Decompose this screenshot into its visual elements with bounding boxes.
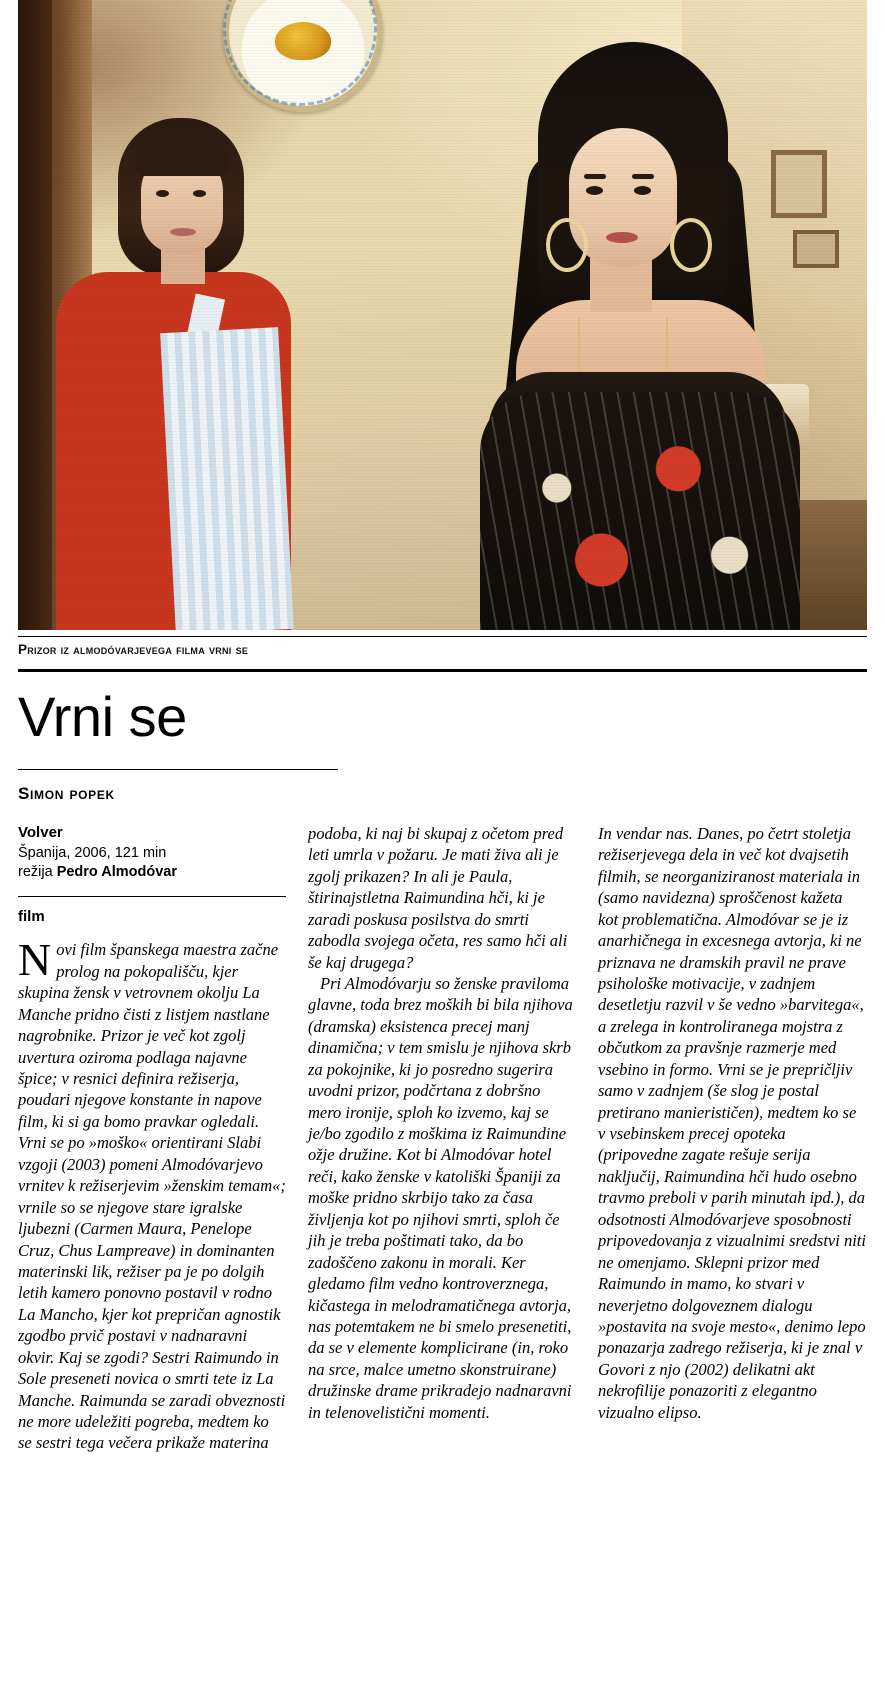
paragraph: In vendar nas. Danes, po četrt stoletja režiserjevega dela in več kot dvajsetih filmih, se neorganiziranost materiala in (samo navidezna) sproščenost kažeta kot problematična. Almodóvar se je iz anarhičnega in excesnega avtorja, ki ne priznava ne dramskih pravil ne prave psihološke motivacije, v zadnjem desetletju razvil v še vedno »barvitega«, a zrelega in kontroliranega mojstra z občutkom za pravšnje razmerje med vsebino in formo. Vrni se je prepričljiv samo v zadnjem (še slog je postal pretirano manierističen), medtem ko se v vsebinskem precej opoteka (pripovedne zagate rešuje serija naključij, Raimundina hči hudo osebno travmo preboli v parih minutah ipd.), da odsotnosti Almodóvarjeve sposobnosti pripovedovanja z vizualnimi sredstvi niti ne omenjamo. Sklepni prizor med Raimundo in mamo, ko stvari v neverjetno dolgoveznem dialogu »postavita na svoje mesto«, denimo lepo ponazarja zadrego režiserja, ki je znal v Govori z njo (2002) delikatni akt nekrofilije ponazoriti z elegantno vizualno elipso. — [598, 823, 866, 1422]
photo-woman-left-mouth — [170, 228, 196, 236]
photo-woman-right-earring-right — [670, 218, 712, 272]
photo-caption: Prizor iz almodóvarjevega filma vrni se — [18, 642, 249, 657]
page-title: Vrni se — [18, 685, 187, 748]
photo-woman-right-brow-left — [584, 174, 606, 179]
photo-woman-right-mouth — [606, 232, 638, 243]
paragraph-text: ovi film španskega maestra začne prolog na pokopališču, kjer skupina žensk v vetrovnem okolju La Manche pridno čisti z listjem nastlane nagrobnike. Prizor je več kot zgolj uvertura oziroma podlaga najavne špice; v resnici definira režiserja, poudari njegove konstante in napove film, ki si ga bomo pravkar ogledali. Vrni se po »moško« orientirani Slabi vzgoji (2003) pomeni Almodóvarjevo vrnitev k režiserjevim »ženskim temam«; vrnile so se njegove stare igralske ljubezni (Carmen Maura, Penelope Cruz, Chus Lampreave) in dominanten materinski lik, režiser pa je po dolgih letih kamero ponovno postavil v rodno La Mancho, kjer kot prepričan agnostik zgodbo prvič postavi v nadnaravni okvir. Kaj se zgodi? Sestri Raimundo in Sole preseneti novica o smrti tete iz La Manche. Raimunda se zaradi obveznosti ne more udeležiti pogreba, medtem ko se sestri tega večera prikaže materina — [18, 940, 286, 1453]
photo-woman-right-eye-right — [634, 186, 651, 195]
photo-scene — [18, 0, 867, 630]
column-1 — [18, 823, 286, 1454]
photo-picture-frame-a — [771, 150, 827, 218]
photo-woman-right-eye-left — [586, 186, 603, 195]
paragraph — [18, 934, 286, 1454]
paragraph: Pri Almodóvarju so ženske praviloma glavne, toda brez moških bi bila njihova (dramska) eksistenca precej manj dinamična; v tem smislu je njihova skrb za pokojnike, ki jo posredno sugerira uvodni prizor, podčrtana z dobršno mero ironije, sploh ko izvemo, kaj se je/bo zgodilo z moškima iz Raimundine ožje družine. Kot bi Almodóvar hotel reči, kako ženske v katoliški Španiji za moške pridno skrbijo tako za časa življenja kot po njihovi smrti, sploh če jih je treba poštimati tako, da bo zadoščeno zakonu in morali. Ker gledamo film vedno kontroverznega, kičastega in melodramatičnega avtorja, nas potemtakem ne bi smelo presenetiti, da se v elemente komplicirane (in, roko na srce, malce umetno skonstruirane) družinske drame prikradejo nadnaravni in telenovelistični momenti. — [308, 973, 573, 1422]
film-original-title: Volver — [18, 823, 63, 841]
photo-woman-right-dress — [480, 392, 800, 630]
section-divider — [18, 896, 286, 897]
photo-picture-frame-b — [793, 230, 839, 268]
film-director-name: Pedro Almodóvar — [56, 864, 178, 881]
body-column-1 — [18, 934, 286, 1454]
photo-woman-right-earring-left — [546, 218, 588, 272]
section-label: film — [18, 907, 45, 925]
byline-column — [18, 747, 286, 805]
column-2 — [308, 823, 576, 1423]
film-director-label: režija — [18, 864, 53, 881]
header-divider — [18, 669, 867, 672]
title-divider — [18, 769, 338, 770]
article-author: Simon popek — [18, 783, 115, 803]
photo-woman-left-fringe — [135, 140, 231, 176]
photo-woman-left-eye-right — [193, 190, 206, 197]
paragraph: podoba, ki naj bi skupaj z očetom pred leti umrla v požaru. Je mati živa ali je zgolj prikazen? In ali je Paula, štirinajstletna Raimundina hči, ki je zaradi poskusa posilstva do smrti zabodla svojega očeta, res samo hči ali še kaj drugega? — [308, 823, 568, 972]
photo-left-shadow — [18, 0, 52, 630]
article-columns — [18, 823, 867, 1454]
body-column-2 — [308, 823, 576, 1423]
photo-woman-right-brow-right — [632, 174, 654, 179]
article-photo — [18, 0, 867, 630]
film-production-info: Španija, 2006, 121 min — [18, 845, 167, 862]
caption-divider — [18, 636, 867, 637]
film-director-line — [18, 863, 286, 882]
photo-woman-left-apron — [160, 327, 294, 630]
body-column-3 — [598, 823, 866, 1423]
drop-cap: N — [18, 934, 52, 986]
photo-woman-left-eye-left — [156, 190, 169, 197]
column-3 — [598, 823, 866, 1423]
